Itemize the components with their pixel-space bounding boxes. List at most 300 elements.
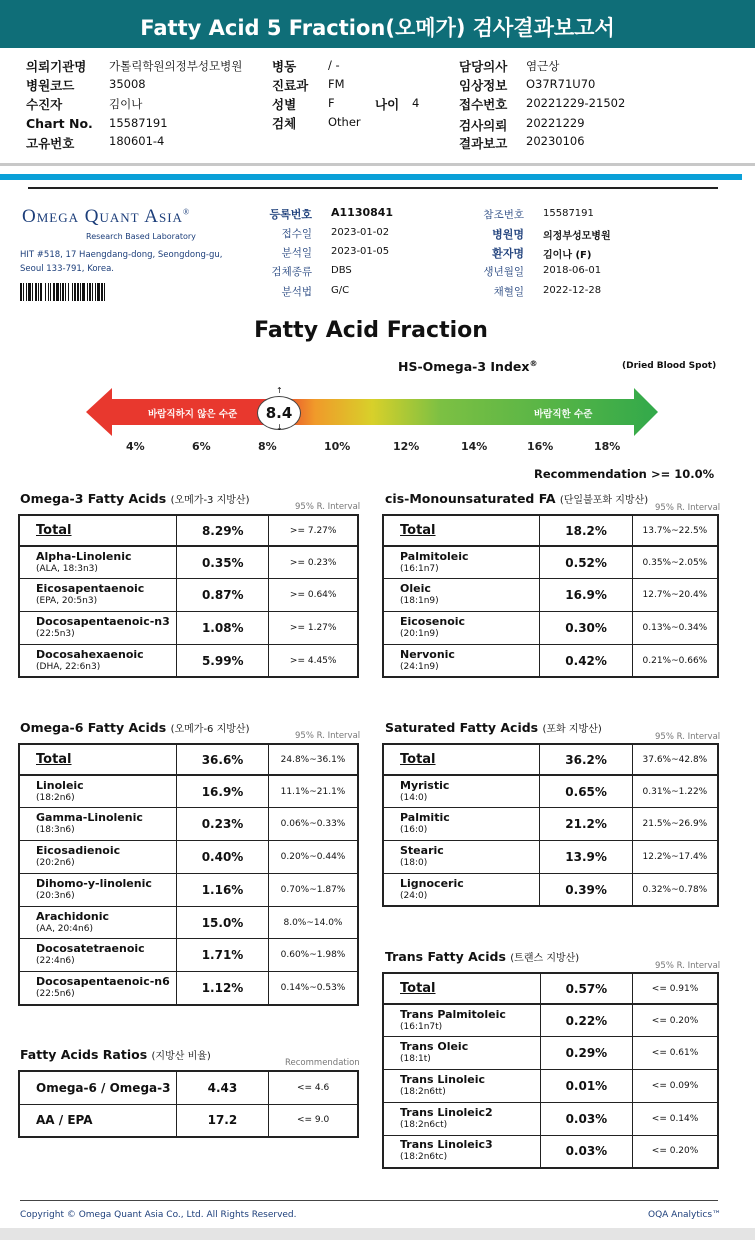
ratios-table — [18, 1070, 359, 1138]
row-value: 0.30% — [540, 612, 632, 645]
barcode-bar — [97, 283, 100, 301]
row-label: Alpha-Linolenic — [36, 549, 132, 563]
table-row — [383, 1037, 718, 1070]
method-value: G/C — [331, 285, 350, 296]
report-title: Fatty Acid 5 Fraction(오메가) 검사결과보고서 — [140, 16, 615, 40]
pat-label: 환자명 — [492, 247, 524, 260]
omega6-title-text: Omega-6 Fatty Acids — [20, 720, 167, 735]
table-row — [383, 808, 718, 841]
mufa-title-text: cis-Monounsaturated FA — [385, 491, 556, 506]
row-value: 0.03% — [540, 1135, 632, 1168]
row-value: 13.9% — [540, 841, 632, 874]
tick: 12% — [393, 440, 420, 453]
omega3-title-text: Omega-3 Fatty Acids — [20, 491, 167, 506]
clin-label: 임상정보 — [459, 78, 508, 93]
table-row — [19, 841, 358, 874]
barcode-bar — [60, 283, 61, 301]
index-title — [398, 359, 537, 374]
row-range: <= 0.91% — [633, 973, 718, 1004]
barcode-bar — [92, 283, 93, 301]
row-name — [19, 939, 177, 972]
acc-value: 20221229-21502 — [526, 96, 626, 110]
row-sublabel: (18:2n6ct) — [400, 1119, 448, 1130]
row-label: Total — [400, 522, 436, 538]
row-range: 12.7%~20.4% — [632, 579, 718, 612]
row-name — [383, 744, 540, 775]
barcode-bar — [104, 283, 105, 301]
row-label: Trans Linoleic2 — [400, 1105, 493, 1119]
ratios-title-kr: (지방산 비율) — [151, 1051, 211, 1062]
row-label: Trans Palmitoleic — [400, 1007, 506, 1021]
recommendation-value: >= 10.0% — [651, 467, 715, 481]
barcode-bar — [62, 283, 64, 301]
good-label: 바람직한 수준 — [534, 409, 593, 420]
table-row — [383, 873, 718, 906]
row-name — [383, 775, 540, 808]
row-sublabel: (24:0) — [400, 890, 428, 901]
trans-table — [382, 972, 719, 1169]
age-label: 나이 — [375, 97, 400, 112]
row-label: Total — [36, 522, 72, 538]
sfa-table — [382, 743, 719, 907]
row-range: 24.8%~36.1% — [268, 744, 358, 775]
table-row — [19, 612, 358, 645]
table-row — [383, 612, 718, 645]
row-label: Trans Linoleic — [400, 1072, 486, 1086]
tick: 14% — [461, 440, 488, 453]
table-row — [383, 546, 718, 579]
row-sublabel: (22:5n3) — [36, 628, 75, 639]
row-name — [383, 1102, 540, 1135]
row-sublabel: (16:1n7t) — [400, 1021, 443, 1032]
row-label: Total — [400, 751, 436, 767]
row-range: <= 0.20% — [633, 1135, 718, 1168]
row-value: 17.2 — [176, 1104, 268, 1137]
row-label: Oleic — [400, 582, 431, 596]
row-value: 15.0% — [177, 906, 269, 939]
row-name — [19, 906, 177, 939]
row-value: 0.40% — [177, 841, 269, 874]
row-label: Dihomo-y-linolenic — [36, 876, 152, 890]
marker-arrow-up-icon: ↑ — [276, 386, 283, 395]
row-value: 5.99% — [177, 644, 269, 677]
barcode-bar — [38, 283, 39, 301]
tick: 18% — [594, 440, 621, 453]
table-row — [383, 1102, 718, 1135]
chart-value: 15587191 — [109, 116, 168, 130]
row-value: 0.23% — [177, 808, 269, 841]
row-value: 0.65% — [540, 775, 632, 808]
row-name — [383, 973, 540, 1004]
row-range: 0.32%~0.78% — [632, 873, 718, 906]
req-value: 20221229 — [526, 116, 585, 130]
table-row — [383, 1004, 718, 1037]
table-row — [19, 1104, 358, 1137]
row-value: 0.35% — [177, 546, 269, 579]
code-value: 35008 — [109, 77, 146, 91]
bad-label: 바람직하지 않은 수준 — [148, 409, 238, 420]
spec-type-value: DBS — [331, 265, 352, 276]
chart-label: Chart No. — [26, 116, 93, 131]
spec-type-label: 검체종류 — [271, 266, 312, 278]
row-value: 1.71% — [177, 939, 269, 972]
barcode-bar — [87, 283, 88, 301]
row-label: Eicosadienoic — [36, 843, 121, 857]
index-sample: (Dried Blood Spot) — [622, 361, 717, 371]
table-row — [383, 841, 718, 874]
index-sup: ® — [529, 359, 538, 368]
dept-label: 진료과 — [272, 78, 309, 93]
row-name — [19, 579, 177, 612]
row-name — [383, 515, 540, 546]
inst-value: 가톨릭학원의정부성모병원 — [109, 59, 243, 73]
footer-copyright: Copyright © Omega Quant Asia Co., Ltd. All Rights Reserved. — [20, 1210, 297, 1220]
row-label: Docosatetraenoic — [36, 942, 145, 956]
ratios-rec-label: Recommendation — [285, 1058, 360, 1068]
mufa-table — [382, 514, 719, 678]
table-row — [19, 1071, 358, 1104]
separator — [0, 163, 755, 166]
row-value: 0.39% — [540, 873, 632, 906]
sfa-ri-label: 95% R. Interval — [655, 732, 721, 742]
barcode-bar — [45, 283, 46, 301]
ref-value: 15587191 — [543, 208, 594, 219]
barcode-bar — [80, 283, 81, 301]
row-sublabel: (EPA, 20:5n3) — [36, 596, 98, 607]
uid-value: 180601-4 — [109, 134, 165, 148]
row-value: 0.29% — [540, 1037, 632, 1070]
table-row — [383, 1135, 718, 1168]
barcode-bar — [53, 283, 55, 301]
row-name — [383, 1004, 540, 1037]
row-sublabel: (20:3n6) — [36, 890, 75, 901]
anal-date-label: 분석일 — [281, 247, 312, 259]
row-range: <= 4.6 — [269, 1071, 358, 1104]
row-range: 0.13%~0.34% — [632, 612, 718, 645]
table-row — [19, 644, 358, 677]
trans-ri-label: 95% R. Interval — [655, 961, 721, 971]
total-row — [19, 515, 358, 546]
row-name — [19, 644, 177, 677]
row-sublabel: (18:2n6tc) — [400, 1152, 448, 1163]
row-label: Docosahexaenoic — [36, 647, 144, 661]
row-name — [383, 1135, 540, 1168]
row-name — [19, 546, 177, 579]
row-sublabel: (20:2n6) — [36, 857, 75, 868]
row-name — [19, 808, 177, 841]
row-label: Eicosapentaenoic — [36, 582, 145, 596]
table-row — [19, 546, 358, 579]
row-sublabel: (20:1n9) — [400, 628, 439, 639]
age-value: 4 — [412, 96, 420, 110]
ward-value: / - — [328, 58, 340, 72]
row-value: 0.03% — [540, 1102, 632, 1135]
dob-label: 생년월일 — [483, 266, 524, 278]
row-value: 0.57% — [540, 973, 632, 1004]
tick: 16% — [527, 440, 554, 453]
row-range: <= 0.61% — [633, 1037, 718, 1070]
total-row — [383, 515, 718, 546]
row-sublabel: (14:0) — [400, 792, 428, 803]
tick: 10% — [324, 440, 351, 453]
method-label: 분석법 — [281, 286, 312, 298]
row-sublabel: (DHA, 22:6n3) — [36, 661, 101, 672]
omega6-title-kr: (오메가-6 지방산) — [170, 724, 250, 735]
barcode-bar — [68, 283, 69, 301]
row-value: 18.2% — [540, 515, 632, 546]
row-name — [19, 1071, 176, 1104]
row-name — [19, 972, 177, 1005]
index-name: HS-Omega-3 Index — [398, 359, 530, 375]
tick: 4% — [126, 440, 145, 453]
sfa-title-kr: (포화 지방산) — [542, 724, 602, 735]
barcode-bar — [35, 283, 37, 301]
row-range: <= 0.20% — [633, 1004, 718, 1037]
lab-reg: ® — [182, 207, 191, 217]
table-row — [19, 775, 358, 808]
recv-label: 수진자 — [26, 97, 63, 112]
draw-label: 채혈일 — [493, 286, 524, 298]
barcode-bar — [50, 283, 51, 301]
barcode-bar — [23, 283, 24, 301]
rep-label: 결과보고 — [459, 136, 508, 151]
spec-value: Other — [328, 115, 361, 129]
row-value: 21.2% — [540, 808, 632, 841]
barcode-bar — [26, 283, 27, 301]
bottom-bar — [0, 1228, 755, 1240]
row-sublabel: (24:1n9) — [400, 661, 439, 672]
row-label: Docosapentaenoic-n6 — [36, 974, 170, 988]
row-range: 37.6%~42.8% — [632, 744, 718, 775]
barcode-bar — [28, 283, 31, 301]
barcode-bar — [65, 283, 66, 301]
table-row — [19, 579, 358, 612]
row-value: 0.22% — [540, 1004, 632, 1037]
barcode-bar — [32, 283, 33, 301]
row-range: 21.5%~26.9% — [632, 808, 718, 841]
clin-value: O37R71U70 — [526, 77, 596, 91]
uid-label: 고유번호 — [26, 136, 75, 151]
row-name — [19, 1104, 176, 1137]
row-name — [383, 808, 540, 841]
row-sublabel: (18:3n6) — [36, 825, 75, 836]
section-title: Fatty Acid Fraction — [254, 318, 488, 343]
row-sublabel: (18:1t) — [400, 1054, 431, 1065]
omega3-table — [18, 514, 359, 678]
total-row — [19, 744, 358, 775]
report-title-bar — [0, 0, 755, 48]
table-row — [383, 1070, 718, 1103]
omega3-ri-label: 95% R. Interval — [295, 502, 361, 512]
mufa-title-kr: (단일불포화 지방산) — [559, 495, 649, 506]
row-value: 1.12% — [177, 972, 269, 1005]
table-row — [19, 906, 358, 939]
tick: 8% — [258, 440, 277, 453]
lab-logo — [22, 206, 190, 228]
total-row — [383, 973, 718, 1004]
row-name — [19, 841, 177, 874]
row-label: Palmitic — [400, 811, 450, 825]
trans-title-kr: (트랜스 지방산) — [510, 953, 580, 964]
barcode-bar — [56, 283, 59, 301]
sfa-title-text: Saturated Fatty Acids — [385, 720, 539, 735]
table-row — [19, 808, 358, 841]
total-row — [383, 744, 718, 775]
row-name — [19, 873, 177, 906]
row-sublabel: (22:5n6) — [36, 988, 75, 999]
row-value: 0.52% — [540, 546, 632, 579]
row-range: 0.14%~0.53% — [268, 972, 358, 1005]
row-sublabel: (ALA, 18:3n3) — [36, 563, 98, 574]
table-row — [383, 775, 718, 808]
barcode-bar — [48, 283, 49, 301]
barcode-bar — [82, 283, 85, 301]
barcode-bar — [77, 283, 79, 301]
row-label: Linoleic — [36, 778, 84, 792]
doc-value: 염근상 — [526, 59, 560, 73]
index-value-marker: 8.4 — [257, 396, 301, 430]
trans-title — [385, 949, 579, 964]
recv-value: 김이나 — [109, 97, 143, 111]
ratios-title — [20, 1047, 211, 1062]
barcode-bar — [20, 283, 22, 301]
row-sublabel: (18:0) — [400, 857, 428, 868]
row-name — [383, 612, 540, 645]
row-label: Arachidonic — [36, 909, 110, 923]
row-range: >= 1.27% — [269, 612, 358, 645]
row-value: 1.16% — [177, 873, 269, 906]
row-label: Total — [36, 751, 72, 767]
row-name — [383, 644, 540, 677]
row-value: 0.01% — [540, 1070, 632, 1103]
row-value: 8.29% — [177, 515, 269, 546]
pat-value: 김이나 (F) — [543, 250, 592, 261]
barcode-bar — [101, 283, 103, 301]
row-range: 0.60%~1.98% — [268, 939, 358, 972]
row-range: 0.31%~1.22% — [632, 775, 718, 808]
row-label: Docosapentaenoic-n3 — [36, 614, 170, 628]
row-label: Total — [400, 980, 436, 996]
omega3-title — [20, 491, 249, 506]
hosp-label: 병원명 — [492, 228, 524, 241]
row-label: Lignoceric — [400, 876, 464, 890]
row-value: 4.43 — [176, 1071, 268, 1104]
row-label: Eicosenoic — [400, 614, 466, 628]
separator-blue — [0, 174, 742, 180]
row-sublabel: (AA, 20:4n6) — [36, 923, 93, 934]
row-range: 11.1%~21.1% — [268, 775, 358, 808]
tick: 6% — [192, 440, 211, 453]
row-range: >= 7.27% — [269, 515, 358, 546]
row-range: 8.0%~14.0% — [268, 906, 358, 939]
row-range: 12.2%~17.4% — [632, 841, 718, 874]
draw-value: 2022-12-28 — [543, 285, 602, 296]
row-label: AA / EPA — [36, 1113, 93, 1128]
row-range: 0.70%~1.87% — [268, 873, 358, 906]
recv-date-value: 2023-01-02 — [331, 227, 390, 238]
row-range: >= 4.45% — [269, 644, 358, 677]
row-range: 0.20%~0.44% — [268, 841, 358, 874]
row-name — [383, 1037, 540, 1070]
row-name — [383, 873, 540, 906]
row-label: Omega-6 / Omega-3 — [36, 1080, 171, 1095]
row-range: <= 0.14% — [633, 1102, 718, 1135]
row-label: Trans Linoleic3 — [400, 1138, 493, 1152]
recommendation-label: Recommendation — [534, 467, 647, 481]
row-name — [19, 744, 177, 775]
row-range: >= 0.23% — [269, 546, 358, 579]
row-value: 16.9% — [540, 579, 632, 612]
footer-line — [20, 1200, 718, 1201]
mufa-ri-label: 95% R. Interval — [655, 503, 721, 513]
barcode — [20, 283, 138, 301]
row-label: Myristic — [400, 778, 450, 792]
row-name — [19, 775, 177, 808]
marker-arrow-down-icon: ↓ — [276, 423, 283, 432]
row-range: <= 9.0 — [269, 1104, 358, 1137]
table-row — [19, 939, 358, 972]
row-sublabel: (18:2n6tt) — [400, 1086, 446, 1097]
row-label: Nervonic — [400, 647, 455, 661]
ratios-title-text: Fatty Acids Ratios — [20, 1047, 148, 1062]
hosp-value: 의정부성모병원 — [543, 231, 611, 242]
footer-brand: OQA Analytics™ — [648, 1210, 722, 1220]
sex-value: F — [328, 96, 335, 110]
row-range: <= 0.09% — [633, 1070, 718, 1103]
row-range: >= 0.64% — [269, 579, 358, 612]
row-sublabel: (22:4n6) — [36, 956, 75, 967]
lab-address-2: Seoul 133-791, Korea. — [20, 264, 114, 274]
dept-value: FM — [328, 77, 345, 91]
inst-label: 의뢰기관명 — [26, 59, 87, 74]
omega6-title — [20, 720, 249, 735]
row-range: 0.35%~2.05% — [632, 546, 718, 579]
lab-address-1: HIT #518, 17 Haengdang-dong, Seongdong-gu, — [20, 250, 223, 260]
row-value: 36.6% — [177, 744, 269, 775]
req-label: 검사의뢰 — [459, 118, 508, 133]
acc-label: 접수번호 — [459, 97, 508, 112]
row-label: Stearic — [400, 843, 444, 857]
lab-name: Omega Quant Asia — [22, 206, 183, 227]
row-range: 13.7%~22.5% — [632, 515, 718, 546]
row-sublabel: (18:2n6) — [36, 792, 75, 803]
row-value: 0.42% — [540, 644, 632, 677]
dob-value: 2018-06-01 — [543, 265, 602, 276]
barcode-bar — [40, 283, 42, 301]
recv-date-label: 접수일 — [281, 228, 312, 240]
table-row — [383, 644, 718, 677]
anal-date-value: 2023-01-05 — [331, 246, 390, 257]
ref-label: 참조번호 — [483, 209, 524, 221]
row-label: Gamma-Linolenic — [36, 811, 143, 825]
row-range: 0.06%~0.33% — [268, 808, 358, 841]
row-name — [383, 841, 540, 874]
row-label: Trans Oleic — [400, 1040, 469, 1054]
table-row — [19, 873, 358, 906]
row-value: 1.08% — [177, 612, 269, 645]
sfa-title — [385, 720, 602, 735]
barcode-bar — [89, 283, 91, 301]
row-value: 0.87% — [177, 579, 269, 612]
spec-label: 검체 — [272, 116, 297, 131]
table-row — [19, 972, 358, 1005]
row-sublabel: (18:1n9) — [400, 596, 439, 607]
ward-label: 병동 — [272, 59, 297, 74]
omega3-title-kr: (오메가-3 지방산) — [170, 495, 250, 506]
reg-value: A1130841 — [331, 206, 394, 219]
row-value: 36.2% — [540, 744, 632, 775]
row-label: Palmitoleic — [400, 549, 469, 563]
